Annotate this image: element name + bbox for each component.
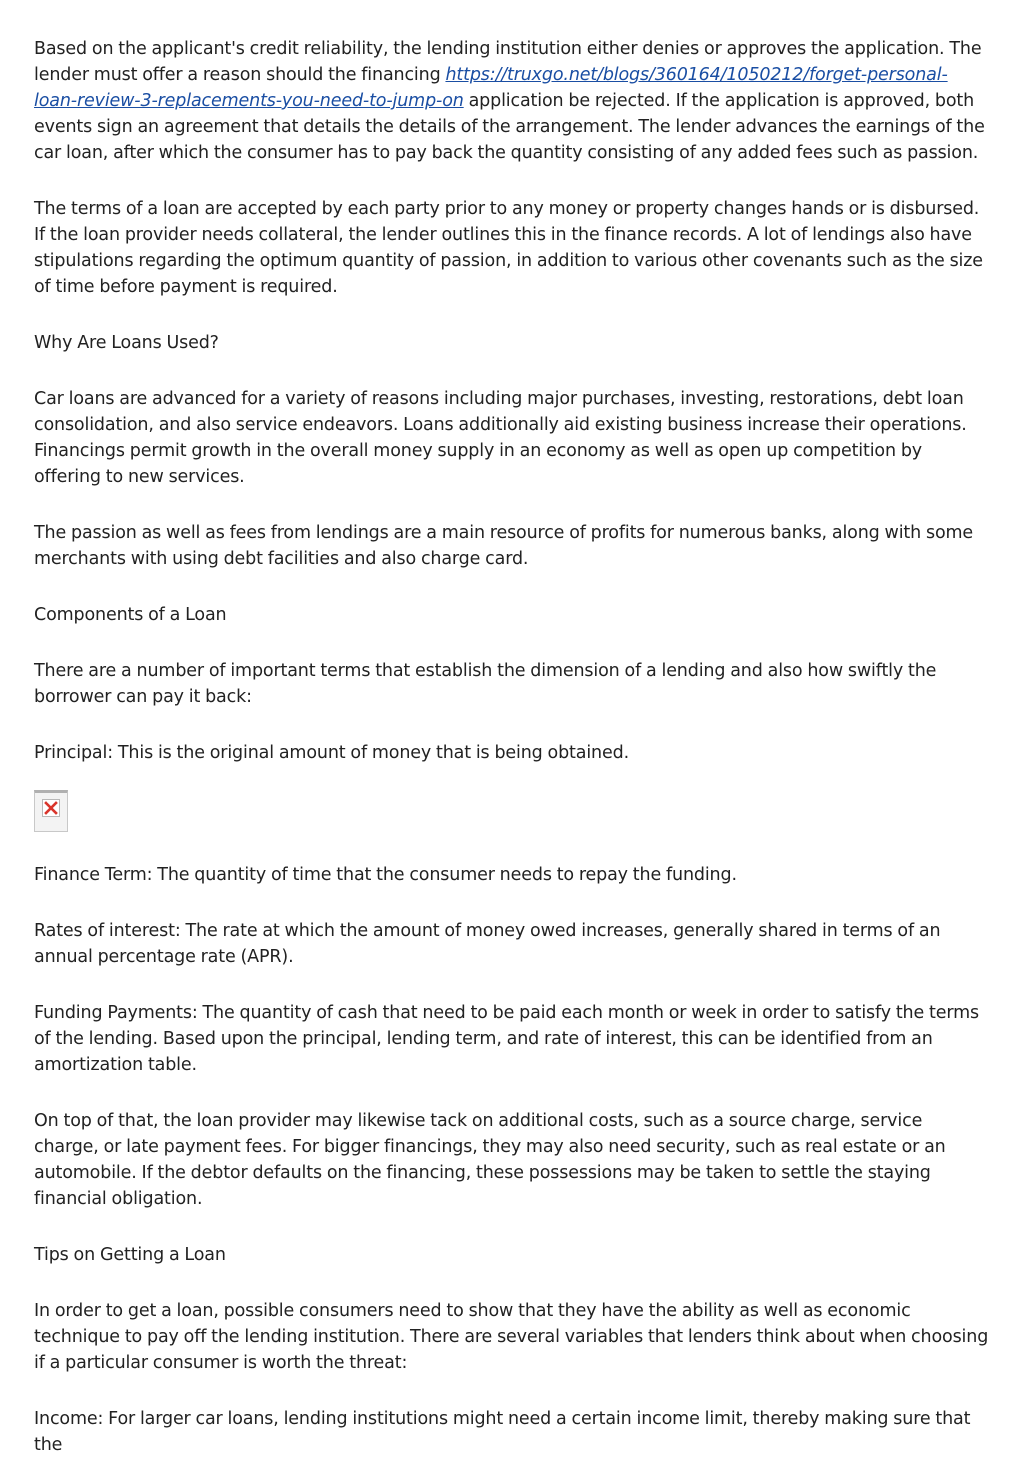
paragraph-terms: The terms of a loan are accepted by each party prior to any money or property changes hands or is disbursed. If the loan provider needs collateral, the lender outlines this in the finance records. A lot of lendings also have stipulations regarding the optimum quantity of passion, in addition to various other covenants such as the size of time before payment is required. [34, 199, 983, 297]
heading-why-loans-used: Why Are Loans Used? [34, 333, 219, 353]
paragraph-approval-text-end: application be rejected. If the application is approved, both events sign an agreement that details the details of the arrangement. The lender advances the earnings of the car loan, after which the consumer has to pay back the quantity consisting of any added fees such as passion. [34, 91, 985, 163]
paragraph-profits: The passion as well as fees from lendings are a main resource of profits for numerous banks, along with some merchants with using debt facilities and also charge card. [34, 523, 974, 569]
paragraph-principal: Principal: This is the original amount of money that is being obtained. [34, 743, 629, 763]
heading-tips: Tips on Getting a Loan [34, 1245, 226, 1265]
heading-components: Components of a Loan [34, 605, 227, 625]
paragraph-finance-term: Finance Term: The quantity of time that the consumer needs to repay the funding. [34, 865, 737, 885]
article-link[interactable]: https://truxgo.net/blogs/360164/1050212/forget-personal-loan-review-3-replacements-you-need-to-jump-on [34, 65, 948, 111]
broken-image [34, 790, 68, 832]
paragraph-approval-text-start: Based on the applicant's credit reliability, the lending institution either denies or approves the application. The lender must offer a reason should the financing [34, 39, 982, 85]
paragraph-important-terms: There are a number of important terms that establish the dimension of a lending and also how swiftly the borrower can pay it back: [34, 661, 937, 707]
red-x-icon [44, 801, 58, 815]
broken-image-icon [42, 799, 60, 817]
paragraph-requirements: In order to get a loan, possible consumers need to show that they have the ability as well as economic technique to pay off the lending institution. There are several variables that lenders think about when choosing if a particular consumer is worth the threat: [34, 1301, 989, 1373]
paragraph-funding-payments: Funding Payments: The quantity of cash that need to be paid each month or week in order to satisfy the terms of the lending. Based upon the principal, lending term, and rate of interest, this can be identified from an amortization table. [34, 1003, 979, 1075]
paragraph-interest-rates: Rates of interest: The rate at which the amount of money owed increases, generally shared in terms of an annual percentage rate (APR). [34, 921, 941, 967]
paragraph-income: Income: For larger car loans, lending institutions might need a certain income limit, thereby making sure that the [34, 1409, 971, 1455]
paragraph-reasons: Car loans are advanced for a variety of reasons including major purchases, investing, restorations, debt loan consolidation, and also service endeavors. Loans additionally aid existing business increase their operations. Financings permit growth in the overall money supply in an economy as well as open up competition by offering to new services. [34, 389, 967, 487]
paragraph-approval [34, 36, 990, 166]
paragraph-additional-costs: On top of that, the loan provider may likewise tack on additional costs, such as a source charge, service charge, or late payment fees. For bigger financings, they may also need security, such as real estate or an automobile. If the debtor defaults on the financing, these possessions may be taken to settle the staying financial obligation. [34, 1111, 946, 1209]
